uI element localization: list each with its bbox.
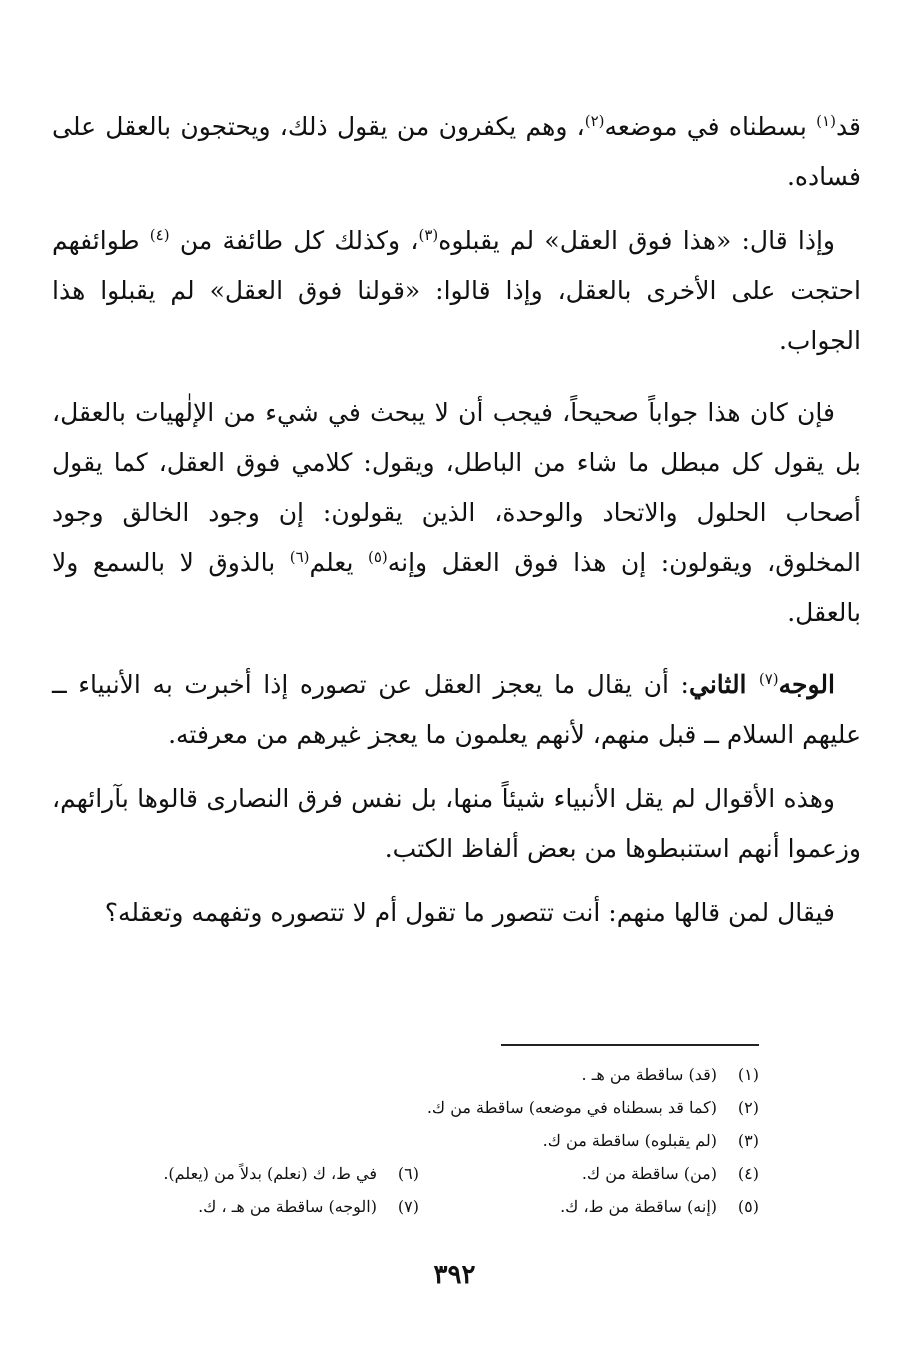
- paragraph-5: وهذه الأقوال لم يقل الأنبياء شيئاً منها، بل نفس فرق النصارى قالوها بآرائهم، وزعموا أنهم استنبطوها من بعض ألفاظ الكتب.: [52, 784, 861, 863]
- footnote-row: [40, 1157, 759, 1190]
- paragraph-4: الوجه$^{(٧)}$ الثاني: أن يقال ما يعجز العقل عن تصوره إذا أخبرت به الأنبياء ــ عليهم السلام ــ قبل منهم، لأنهم يعلمون ما يعجز غيرهم من معرفته.: [52, 670, 861, 749]
- paragraph-3: فإن كان هذا جواباً صحيحاً، فيجب أن لا يبحث في شيء من الإلٰهيات بالعقل، بل يقول كل مبطل ما شاء من الباطل، ويقول: كلامي فوق العقل، كما يقول أصحاب الحلول والاتحاد والوحدة، الذين يقولون: إن وجود الخالق وجود المخلوق، ويقولون: إن هذا فوق العقل وإنه$^{(٥)}$ يعلم$^{(٦)}$ بالذوق لا بالسمع ولا بالعقل.: [52, 398, 861, 627]
- paragraph-1: قد$^{(١)}$ بسطناه في موضعه$^{(٢)}$، وهم يكفرون من يقول ذلك، ويحتجون بالعقل على فساده.: [52, 112, 862, 191]
- footnote-row: [40, 1091, 759, 1124]
- footnote-ref-6[interactable]: (٦): [289, 548, 310, 566]
- footnote-item-4: (٤)(من) ساقطة من ك.: [581, 1164, 759, 1183]
- footnote-row: [40, 1058, 759, 1091]
- footnote-ref-2[interactable]: (٢): [584, 112, 605, 130]
- footnote-item-1: (١)(قد) ساقطة من هـ .: [581, 1065, 759, 1084]
- footnote-ref-4[interactable]: (٤): [149, 226, 170, 244]
- footnote-ref-7[interactable]: (٧): [758, 670, 779, 688]
- footnote-divider: [501, 1044, 759, 1046]
- page-number: ٣٩٢: [433, 1260, 476, 1290]
- footnote-item-5: (٥)(إنه) ساقطة من ط، ك.: [560, 1197, 759, 1216]
- section-heading: الوجه: [778, 670, 835, 699]
- paragraph-6: فيقال لمن قالها منهم: أنت تتصور ما تقول أم لا تتصوره وتفهمه وتعقله؟: [104, 898, 835, 927]
- footnote-item-2: (٢)(كما قد بسطناه في موضعه) ساقطة من ك.: [426, 1098, 759, 1117]
- footnote-ref-5[interactable]: (٥): [367, 548, 388, 566]
- footnote-ref-1[interactable]: (١): [816, 112, 836, 130]
- footnote-item-3: (٣)(لم يقبلوه) ساقطة من ك.: [542, 1131, 759, 1150]
- footnotes: [40, 1058, 759, 1223]
- main-text: [52, 102, 861, 952]
- footnote-item-6: (٦)في ط، ك (نعلم) بدلاً من (يعلم).: [163, 1164, 419, 1183]
- footnote-row: [40, 1190, 759, 1223]
- footnote-row: [40, 1124, 759, 1157]
- footnote-ref-3[interactable]: (٣): [418, 226, 439, 244]
- paragraph-2: وإذا قال: «هذا فوق العقل» لم يقبلوه$^{(٣)}$، وكذلك كل طائفة من $^{(٤)}$ طوائفهم احتجت على الأخرى بالعقل، وإذا قالوا: «قولنا فوق العقل» لم يقبلوا هذا الجواب.: [52, 226, 861, 355]
- footnote-item-7: (٧)(الوجه) ساقطة من هـ ، ك.: [198, 1197, 419, 1216]
